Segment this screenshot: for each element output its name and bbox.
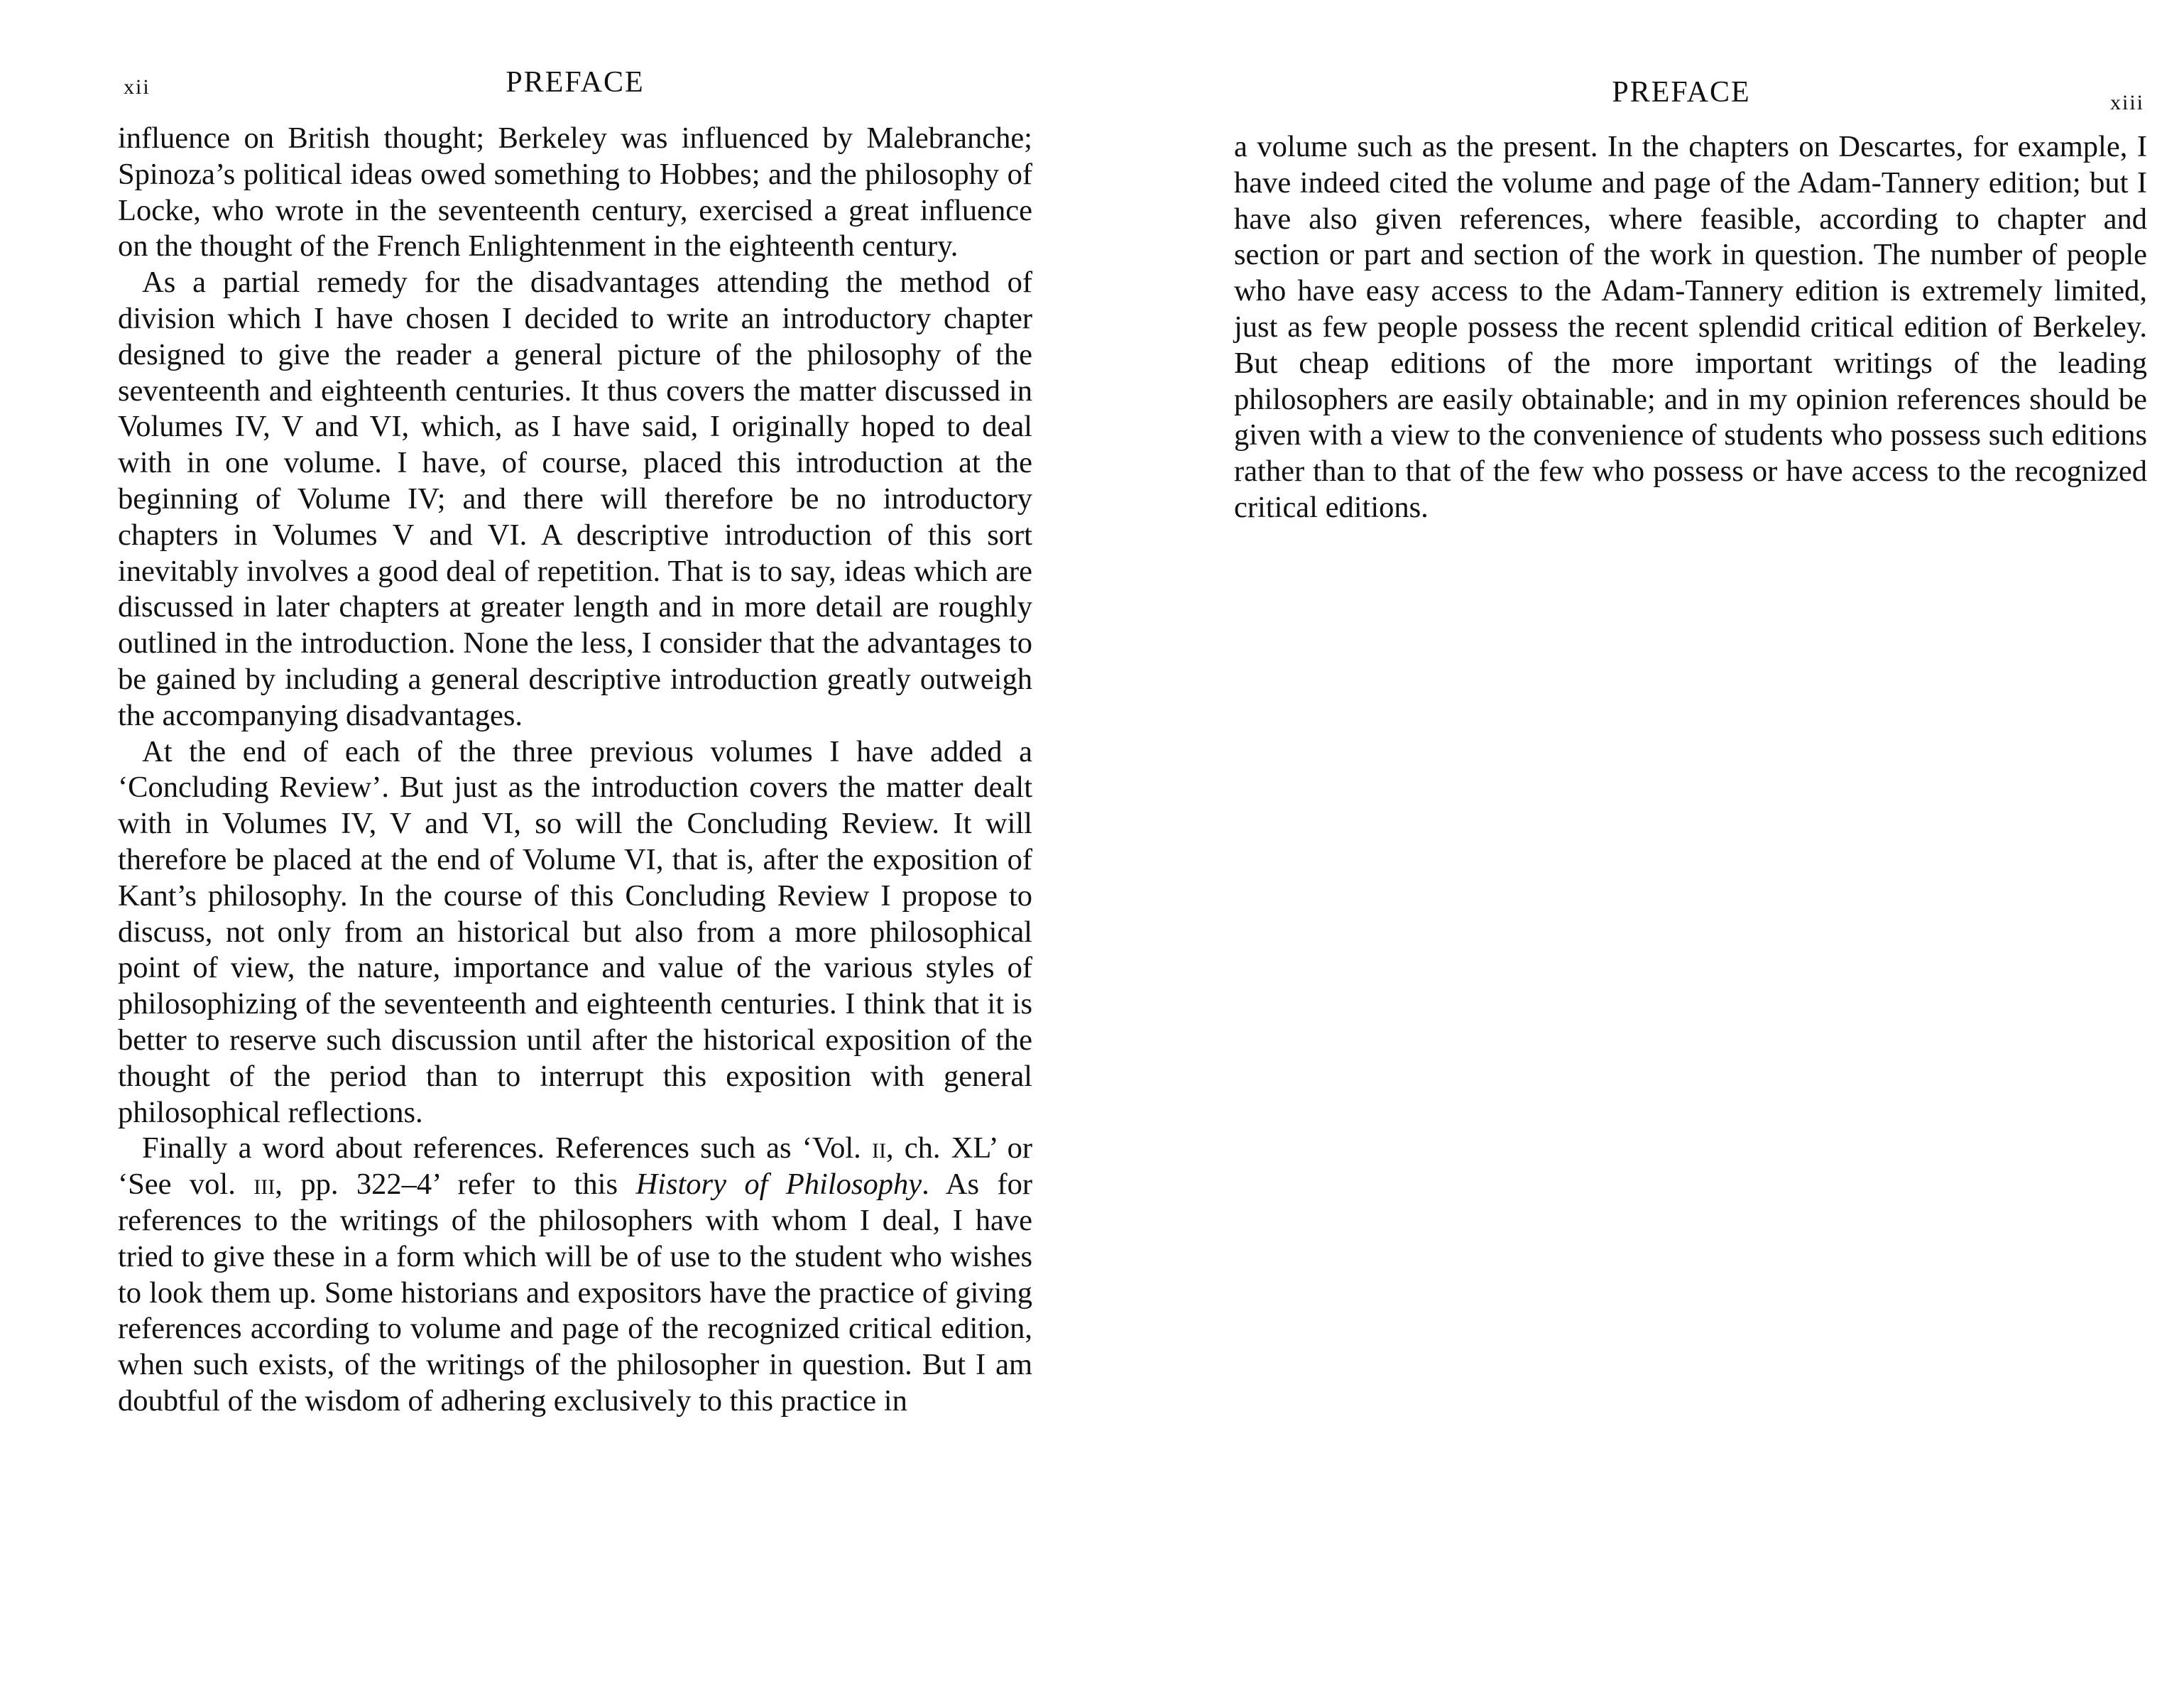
book-title-italic: History of Philosophy: [635, 1168, 922, 1202]
right-page: [1092, 0, 2184, 1686]
references-text-1: Finally a word about references. References such as ‘Vol.: [142, 1131, 872, 1165]
paragraph-introduction-remedy: As a partial remedy for the disadvantages attending the method of division which I have chosen I decided to write an introductory chapter designed to give the reader a general picture of the philosophy of the seventeenth and eighteenth centuries. It thus covers the matter discussed in Volumes IV, V and VI, which, as I have said, I originally hoped to deal with in one volume. I have, of course, placed this introduction at the beginning of Volume IV; and there will therefore be no introductory chapters in Volumes V and VI. A descriptive introduction of this sort inevitably involves a good deal of repetition. That is to say, ideas which are discussed in later chapters at greater length and in more detail are roughly outlined in the introduction. None the less, I consider that the advantages to be gained by including a general descriptive introduction greatly outweigh the accompanying disadvantages.: [118, 266, 1032, 732]
running-head-left: [0, 65, 1092, 108]
references-text-4: . As for references to the writings of the philosophers with whom I deal, I have tried to give these in a form which will be of use to the student who wishes to look them up. Some historians and expositors have the practice of giving references according to volume and page of the recognized critical edition, when such exists, of the writings of the philosopher in question. But I am doubtful of the wisdom of adhering exclusively to this practice in: [118, 1168, 1032, 1418]
page-number-left: xii: [124, 75, 151, 99]
running-head-title-left: PREFACE: [506, 66, 645, 99]
paragraph-references-continued: a volume such as the present. In the chapters on Descartes, for example, I have indeed cited the volume and page of the Adam-Tannery edition; but I have also given references, where feasible, according to chapter and section or part and section of the work in question. The number of people who have easy access to the Adam-Tannery edition is extremely limited, just as few people possess the recent splendid critical edition of Berkeley. But cheap editions of the more important writings of the leading philosophers are easily obtainable; and in my opinion references should be given with a view to the convenience of students who possess such editions rather than to that of the few who possess or have access to the recognized critical editions.: [1234, 130, 2147, 524]
paragraph-concluding-review: At the end of each of the three previous volumes I have added a ‘Concluding Review’. But just as the introduction covers the matter dealt with in Volumes IV, V and VI, so will the Concluding Review. It will therefore be placed at the end of Volume VI, that is, after the exposition of Kant’s philosophy. In the course of this Concluding Review I propose to discuss, not only from an historical but also from a more philosophical point of view, the nature, importance and value of the various styles of philosophizing of the seventeenth and eighteenth centuries. I think that it is better to reserve such discussion until after the historical exposition of the thought of the period than to interrupt this exposition with general philosophical reflections.: [118, 734, 1032, 1129]
volume-numeral-ii: ii: [871, 1131, 886, 1165]
running-head-title-right: PREFACE: [1612, 76, 1751, 109]
running-head-right: [1092, 75, 2184, 118]
volume-numeral-iii: iii: [253, 1168, 275, 1202]
page-number-right: xiii: [2109, 91, 2144, 114]
body-text-right: [1234, 129, 2147, 526]
references-text-2: , ch. XL’ or ‘See vol.: [118, 1131, 1032, 1202]
body-text-left: [118, 121, 1032, 1420]
paragraph-references: [118, 1131, 1032, 1419]
paragraph-continuation: influence on British thought; Berkeley was influenced by Malebranche; Spinoza’s political ideas owed something to Hobbes; and the philosophy of Locke, who wrote in the seventeenth century, exercised a great influence on the thought of the French Enlightenment in the eighteenth century.: [118, 121, 1032, 263]
references-text-3: , pp. 322–4’ refer to this: [275, 1168, 636, 1202]
